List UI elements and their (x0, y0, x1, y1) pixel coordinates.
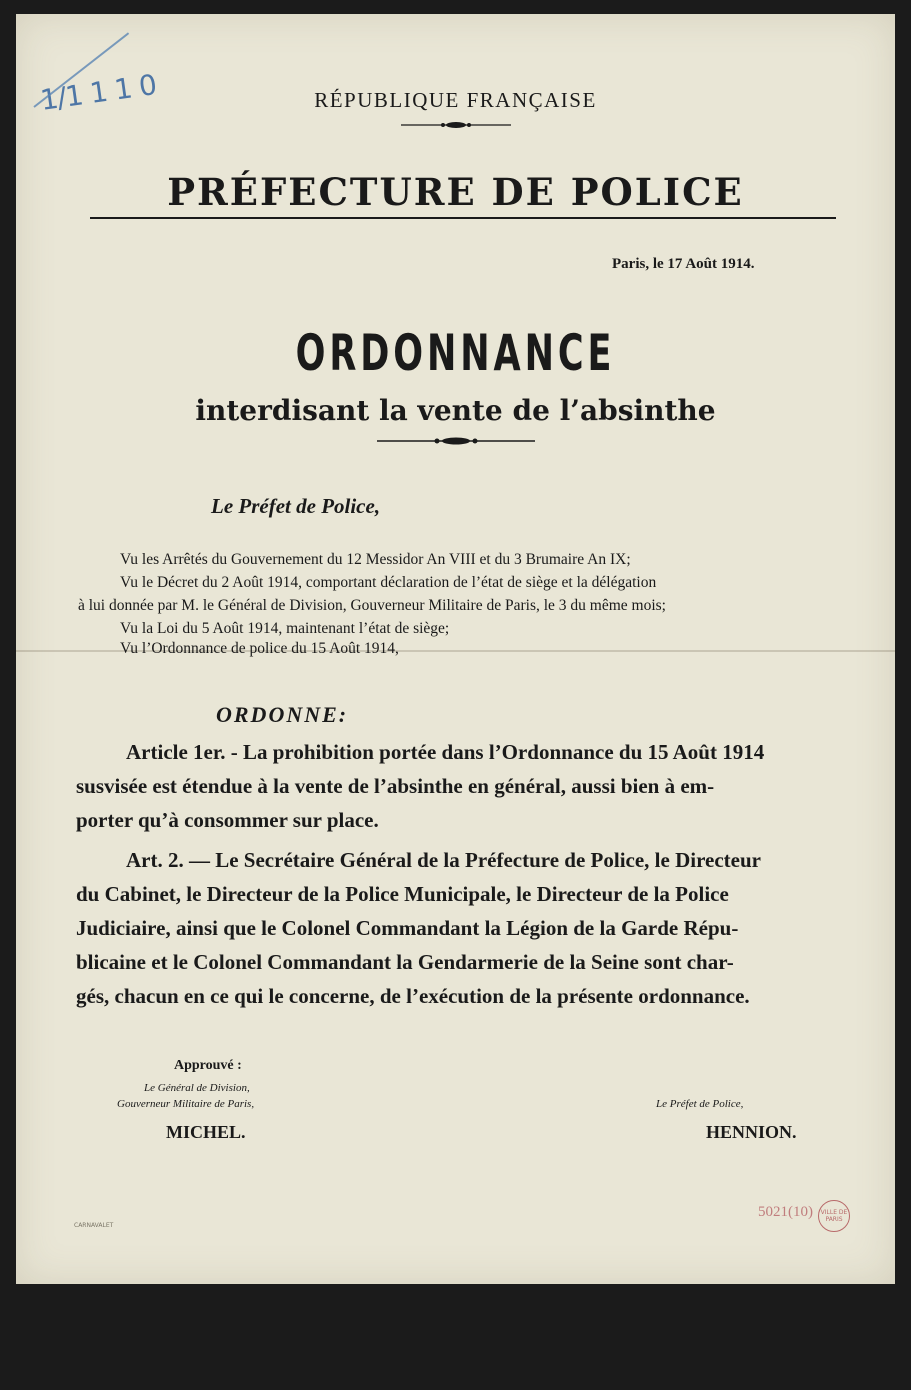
article1-line: Article 1er. - La prohibition portée dans l’Ordonnance du 15 Août 1914 (126, 740, 765, 764)
vu-line: Vu la Loi du 5 Août 1914, maintenant l’état de siège; (120, 620, 450, 637)
archive-number: 5021(10) (758, 1204, 813, 1220)
issue-date: Paris, le 17 Août 1914. (612, 256, 755, 272)
vu-line: Vu le Décret du 2 Août 1914, comportant déclaration de l’état de siège et la délégation (120, 574, 657, 591)
article2-line: Judiciaire, ainsi que le Colonel Commandant la Légion de la Garde Répu- (76, 916, 739, 940)
article2-line: Art. 2. — Le Secrétaire Général de la Préfecture de Police, le Directeur (126, 848, 761, 872)
right-role-line: Le Préfet de Police, (656, 1098, 744, 1110)
page-subtitle: interdisant la vente de l’absinthe (195, 394, 716, 427)
vu-line: à lui donnée par M. le Général de Division, Gouverneur Militaire de Paris, le 3 du même mois; (78, 597, 666, 614)
prefet-heading: Le Préfet de Police, (211, 494, 381, 518)
article2-line: gés, chacun en ce qui le concerne, de l’exécution de la présente ordonnance. (76, 984, 750, 1008)
printer-mark: CARNAVALET (74, 1222, 114, 1229)
header-rule (90, 217, 836, 219)
vu-line: Vu l’Ordonnance de police du 15 Août 1914, (120, 640, 399, 657)
prefecture-heading: PRÉFECTURE DE POLICE (167, 170, 744, 214)
article2-line: du Cabinet, le Directeur de la Police Municipale, le Directeur de la Police (76, 882, 729, 906)
library-stamp-icon: VILLE DE PARIS (818, 1200, 850, 1232)
page-title: ORDONNANCE (295, 324, 616, 382)
left-role-line: Le Général de Division, (144, 1082, 250, 1094)
pencil-mark: 1/1 1 1 0 (38, 68, 158, 117)
ordonne-heading: ORDONNE: (216, 702, 349, 727)
republique-heading: RÉPUBLIQUE FRANÇAISE (314, 88, 597, 112)
poster-sheet (16, 14, 895, 1284)
article2-line: blicaine et le Colonel Commandant la Gendarmerie de la Seine sont char- (76, 950, 734, 974)
left-signatory-name: MICHEL. (166, 1122, 246, 1142)
vu-line: Vu les Arrêtés du Gouvernement du 12 Messidor An VIII et du 3 Brumaire An IX; (120, 551, 631, 568)
right-signatory-name: HENNION. (706, 1122, 797, 1142)
approuve-label: Approuvé : (174, 1058, 242, 1073)
article1-line: susvisée est étendue à la vente de l’absinthe en général, aussi bien à em- (76, 774, 715, 798)
left-role-line: Gouverneur Militaire de Paris, (117, 1098, 255, 1110)
ornament-top-icon (401, 120, 511, 130)
article1-line: porter qu’à consommer sur place. (76, 808, 379, 832)
ornament-title-icon (377, 436, 535, 446)
